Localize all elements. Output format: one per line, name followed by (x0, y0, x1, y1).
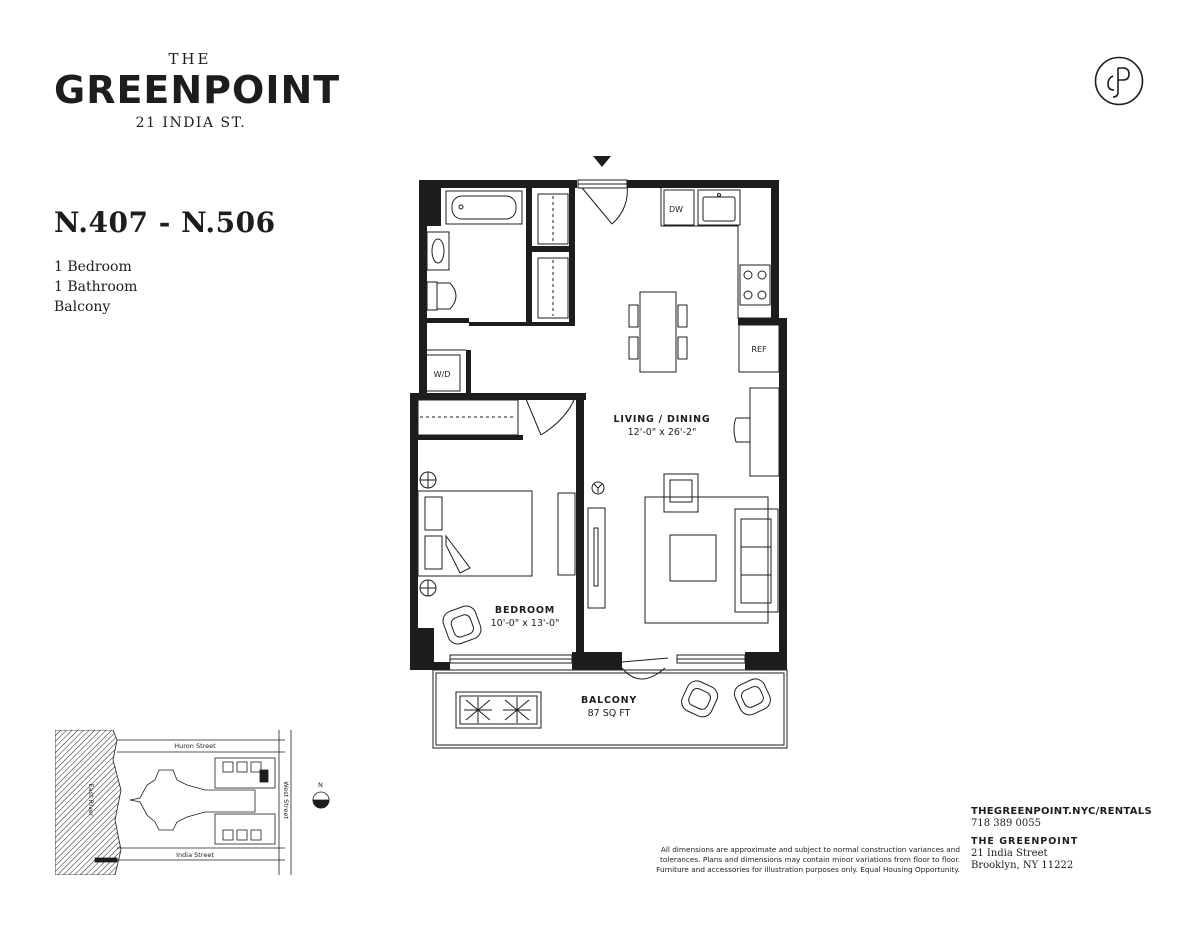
disclaimer-line-3: Furniture and accessories for illustration purposes only. Equal Housing Opportunity. (656, 865, 960, 874)
desk (750, 388, 779, 476)
spec-balcony: Balcony (54, 299, 111, 315)
toilet (427, 282, 437, 310)
street-west: West Street (282, 781, 290, 819)
north-label: N (318, 781, 323, 789)
cooktop (740, 265, 770, 305)
living-dining-label: LIVING / DINING (613, 414, 711, 425)
coffee-table (670, 535, 716, 581)
unit-title: N.407 - N.506 (54, 206, 276, 239)
disclaimer-line-1: All dimensions are approximate and subject to normal construction variances and (660, 845, 960, 854)
contact-name: THE GREENPOINT (971, 836, 1079, 847)
brand-the: THE (168, 50, 212, 68)
street-india: India Street (176, 851, 214, 859)
east-river-label: East River (87, 783, 95, 817)
dw-label: DW (668, 205, 684, 214)
plant-icon (464, 697, 531, 723)
exterior-walls (410, 180, 787, 670)
entry-arrow (593, 156, 611, 167)
living-dining-dims: 12'-0" x 26'-2" (627, 427, 697, 438)
bed (418, 491, 532, 576)
bedroom-dims: 10'-0" x 13'-0" (490, 618, 560, 629)
spec-bathrooms: 1 Bathroom (54, 279, 138, 295)
bedroom-chair (440, 603, 484, 647)
bedroom-label: BEDROOM (494, 605, 556, 616)
dresser (558, 493, 575, 575)
balcony-label: BALCONY (580, 695, 638, 706)
contact-city: Brooklyn, NY 11222 (971, 860, 1074, 871)
phone-number: 718 389 0055 (971, 818, 1041, 829)
kitchen-sink (698, 190, 740, 225)
website-link[interactable]: THEGREENPOINT.NYC/RENTALS (971, 806, 1152, 817)
building-footprint (130, 770, 255, 830)
media-console (588, 508, 605, 608)
contact-block (971, 806, 1152, 872)
street-huron: Huron Street (174, 742, 216, 750)
disclaimer (608, 845, 960, 875)
disclaimer-line-2: tolerances. Plans and dimensions may contain minor variations from floor to floor. (659, 855, 960, 864)
balcony-area: 87 SQ FT (587, 708, 631, 719)
wd-label: W/D (433, 370, 451, 379)
dining-table (640, 292, 676, 372)
brand-name: GREENPOINT (54, 68, 341, 112)
site-key-plan (55, 730, 345, 875)
unit-location-marker (260, 770, 268, 782)
spec-bedrooms: 1 Bedroom (54, 259, 132, 275)
ref-label: REF (751, 345, 767, 354)
balcony-chair (678, 678, 721, 721)
contact-street: 21 India Street (971, 848, 1048, 859)
bath-sink (427, 232, 449, 270)
brand-address: 21 INDIA ST. (135, 115, 247, 131)
rug (645, 497, 768, 623)
